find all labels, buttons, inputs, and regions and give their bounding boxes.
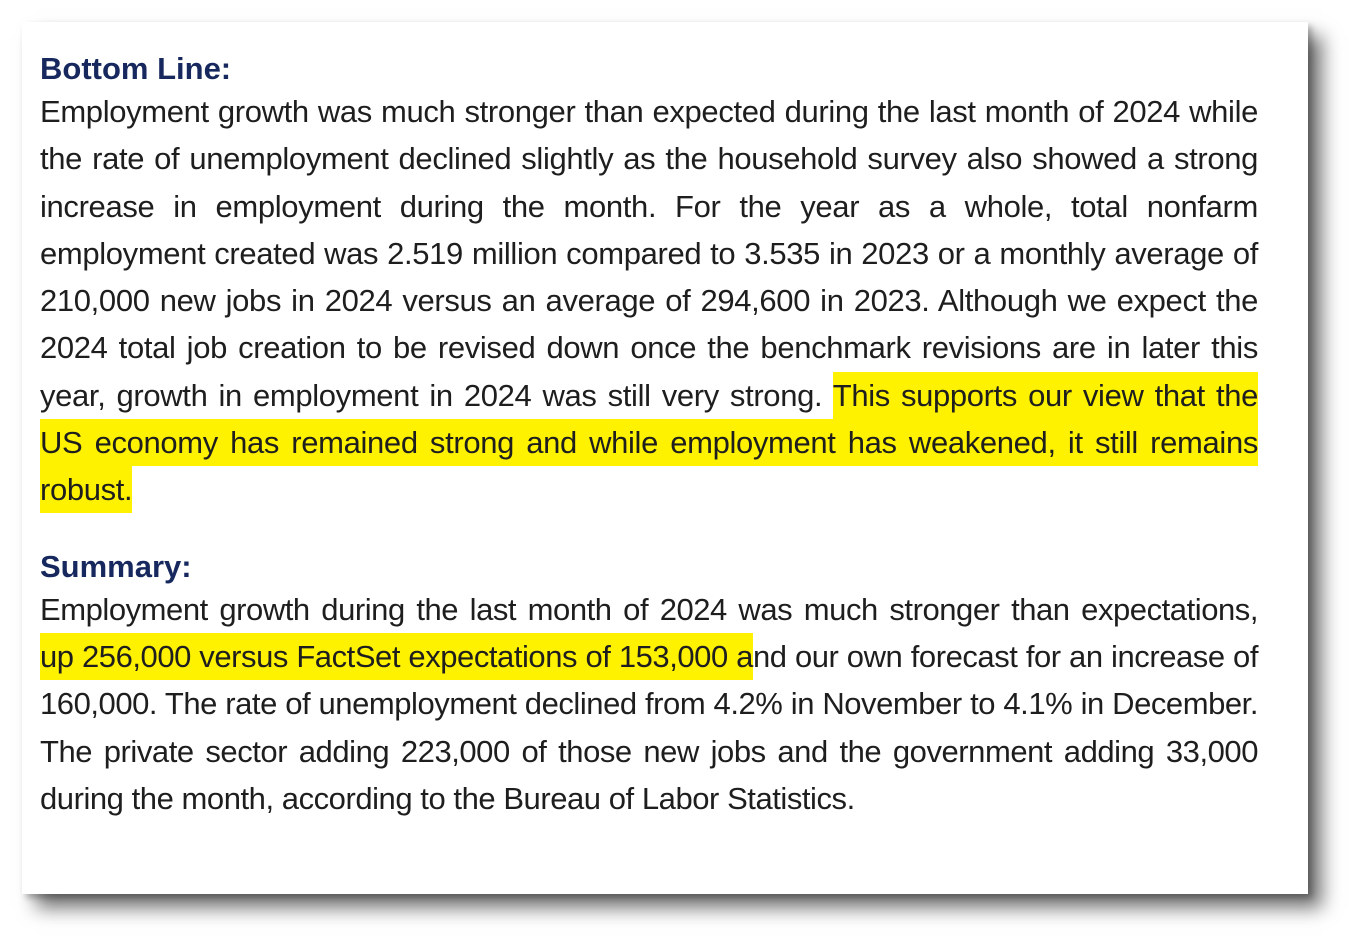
- summary-heading: Summary:: [40, 548, 192, 584]
- summary-text-after: nd our own forecast for an increase of 160,000. The rate of unemployment declined from 4.2% in November to 4.1% in December. The private sector adding 223,000 of those new jobs and the government adding 33,000 during the month, according to the Bureau of Labor Statistics.: [40, 638, 1258, 816]
- document-content: [40, 50, 1258, 822]
- summary-paragraph: [40, 586, 1258, 822]
- bottom-line-paragraph: [40, 88, 1258, 514]
- summary-text-before: Employment growth during the last month of 2024 was much stronger than expectations,: [40, 591, 1258, 627]
- bottom-line-text: Employment growth was much stronger than expected during the last month of 2024 while the rate of unemployment declined slightly as the household survey also showed a strong increase in employment during the month. For the year as a whole, total nonfarm employment created was 2.519 million compared to 3.535 in 2023 or a monthly average of 210,000 new jobs in 2024 versus an average of 294,600 in 2023. Although we expect the 2024 total job creation to be revised down once the benchmark revisions are in later this year, growth in employment in 2024 was still very strong.: [40, 94, 1258, 413]
- document-card: [22, 22, 1308, 894]
- bottom-line-heading: Bottom Line:: [40, 51, 232, 86]
- section-gap: [40, 514, 1258, 548]
- bottom-line-highlight: This supports our view that the US economy has remained strong and while employment has weakened, it still remains robust.: [40, 372, 1258, 514]
- summary-highlight: up 256,000 versus FactSet expectations of 153,000 a: [40, 633, 753, 680]
